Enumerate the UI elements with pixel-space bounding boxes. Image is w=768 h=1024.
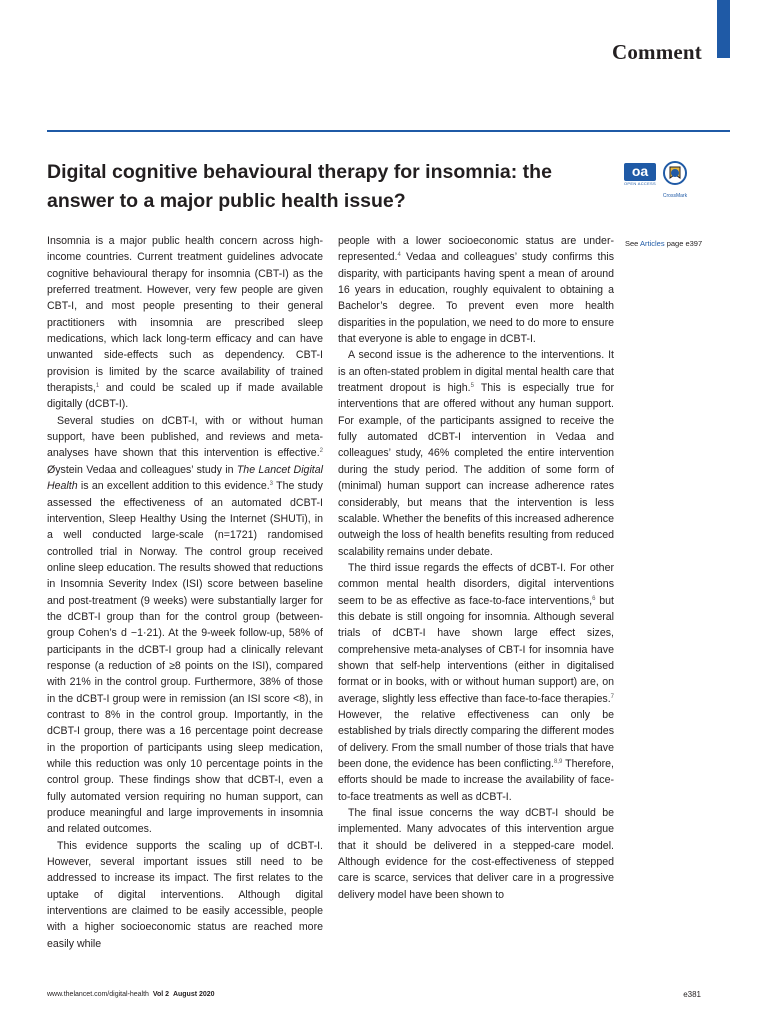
footer-citation [47,991,215,998]
paragraph: This evidence supports the scaling up of dCBT-I. However, several important issues still need to be addressed to increase its impact. The first relates to the uptake of digital interventions. Although digital interventions are claimed to be easily accessible, people with a higher socioeconomic status are reached more easily while [47,839,323,950]
paragraph: Several studies on dCBT-I, with or without human support, have been published, and reviews and meta-analyses have shown that this intervention is effective.$^2$ Øystein Vedaa and colleagues’ study in The Lancet Digital Health is an excellent addition to this evidence.$^3$ The study assessed the effectiveness of an automated dCBT-I intervention, Sleep Healthy Using the Internet (SHUTi), in a well conducted large-scale (n=1721) randomised controlled trial in Norway. The control group received online sleep education. The results showed that reductions in Insomnia Severity Index (ISI) score between baseline and post-treatment (9 weeks) were substantially larger for the dCBT-I group than for the control group (between-group Cohen’s d −1·21). At the 9-week follow-up, 58% of participants in the dCBT-I group had a clinically relevant response (a reduction of ≥8 points on the ISI), compared with 21% in the control group. Furthermore, 38% of those in the dCBT-I group were in remission (an ISI score <8), in contrast to 8% in the control group. Importantly, in the dCBT-I group, there was a 16 percentage point decrease in the proportion of participants using sleep medication, while this reduction was only 10 percentage points in the control group. These findings show that dCBT-I, even a fully automated version requiring no human support, can produce meaningful and large improvements in insomnia and related outcomes. [47,414,323,836]
footer-url[interactable]: www.thelancet.com/digital-health [47,991,149,998]
paragraph: A second issue is the adherence to the interventions. It is an often-stated problem in digital mental health care that treatment dropout is high.$^5$ This is especially true for interventions that are offered without any human support. For example, of the participants assigned to receive the fully automated dCBT-I intervention in Vedaa and colleagues’ study, 46% completed the entire intervention during the study period. The addition of some form of (minimal) human support can increase adherence rates considerably, but means that the intervention is less scalable. Whether the benefits of this increased adherence outweigh the loss of health benefits resulting from reduced scalability remains under debate. [338,349,614,558]
section-rule [47,130,730,132]
paragraph: Insomnia is a major public health concern across high-income countries. Current treatment guidelines advocate cognitive behavioural therapy for insomnia (CBT-I) as the preferred treatment. However, very few people are given CBT-I, and most people presenting to their general practitioners with insomnia are prescribed sleep medications, which lack long-term efficacy and can have unwanted side-effects such as dependency. CBT-I provision is limited by the scarce availability of trained therapists,$^1$ and could be scaled up if made available digitally (dCBT-I). [47,235,323,411]
paragraph: The third issue regards the effects of dCBT-I. For other common mental health disorders, digital interventions seem to be as effective as face-to-face interventions,$^6$ but this debate is still ongoing for insomnia. Although several trials of dCBT-I have shown large effect sizes, comprehensive meta-analyses of CBT-I for insomnia have shown that self-help interventions (either in digitalised format or in books, with or without human support) are, on average, slightly less effective than face-to-face therapies.$^7$ However, the relative effectiveness can only be established by trials directly comparing the different modes of delivery. From the small number of those trials that have been done, the evidence has been conflicting.$^{8,9}$ Therefore, efforts should be made to increase the availability of face-to-face treatments as well as dCBT-I. [338,561,615,803]
section-color-bar [717,0,730,58]
see-also-note [625,239,735,248]
page-number: e381 [683,990,701,999]
open-access-icon[interactable] [624,163,656,189]
paragraph: The final issue concerns the way dCBT-I should be implemented. Many advocates of this intervention argue that it should be delivered in a stepped-care model. Although evidence for the cost-effectiveness of stepped care is scarce, services that deliver care in a progressive delivery model have been shown to [338,807,614,901]
crossmark-caption: CrossMark [662,193,688,199]
footer-date: August 2020 [172,991,215,998]
body-column-right [338,233,614,903]
article-title: Digital cognitive behavioural therapy for insomnia: the answer to a major public health issue? [47,161,552,212]
oa-badge-text: oa [624,163,656,181]
see-also-page: page e397 [664,239,703,248]
see-also-prefix: See [625,239,641,248]
section-label: Comment [611,40,702,64]
articles-link[interactable]: Articles [640,239,665,248]
body-column-left [47,233,323,952]
crossmark-icon[interactable] [661,161,689,199]
footer-volume: Vol 2 [152,991,170,998]
crossmark-symbol [663,161,687,187]
oa-badge-caption: OPEN ACCESS [624,181,656,186]
paragraph: people with a lower socioeconomic status are under-represented.$^4$ Vedaa and colleagues’ study confirms this disparity, with participants having spent a mean of around 16 years in education, roughly equivalent to obtaining a Bachelor’s degree. To prevent even more health disparities in the population, we need to do more to ensure that everyone is able to engage in dCBT-I. [338,235,614,346]
